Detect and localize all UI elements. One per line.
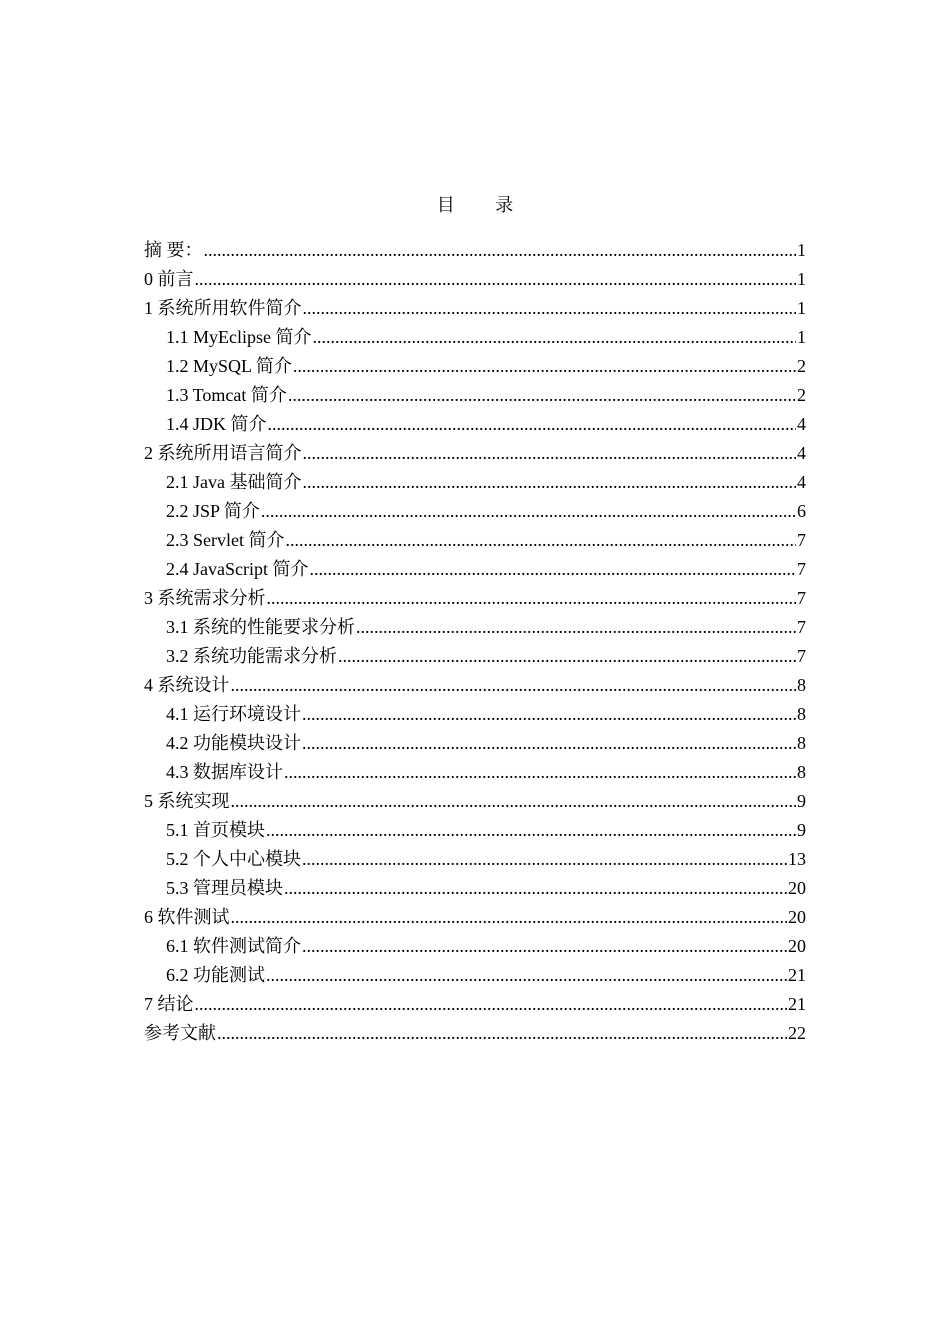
toc-entry-label: 4.3 数据库设计 xyxy=(166,762,283,782)
toc-entry[interactable] xyxy=(144,671,806,700)
toc-entry[interactable] xyxy=(144,874,806,903)
toc-dot-leader xyxy=(268,410,796,439)
toc-entry-page-number: 1 xyxy=(797,240,806,260)
toc-dot-leader xyxy=(231,903,788,932)
toc-entry[interactable] xyxy=(144,613,806,642)
toc-entry-page-number: 21 xyxy=(788,965,806,985)
toc-entry[interactable] xyxy=(144,584,806,613)
toc-dot-leader xyxy=(284,874,787,903)
toc-entry[interactable] xyxy=(144,468,806,497)
toc-entry-label: 5 系统实现 xyxy=(144,791,230,811)
toc-entry-page-number: 7 xyxy=(797,559,806,579)
toc-entry-page-number: 1 xyxy=(797,269,806,289)
toc-entry[interactable] xyxy=(144,642,806,671)
toc-entry-label: 6 软件测试 xyxy=(144,907,230,927)
toc-entry-page-number: 8 xyxy=(797,704,806,724)
toc-entry[interactable] xyxy=(144,990,806,1019)
toc-entry-label: 摘 要： xyxy=(144,240,203,260)
toc-entry[interactable] xyxy=(144,729,806,758)
toc-entry-page-number: 4 xyxy=(797,414,806,434)
toc-dot-leader xyxy=(195,990,788,1019)
toc-entry-label: 7 结论 xyxy=(144,994,194,1014)
toc-entry-label: 3.1 系统的性能要求分析 xyxy=(166,617,355,637)
toc-entry[interactable] xyxy=(144,323,806,352)
toc-dot-leader xyxy=(302,729,796,758)
toc-entry-page-number: 9 xyxy=(797,791,806,811)
toc-entry-label: 1 系统所用软件简介 xyxy=(144,298,302,318)
toc-entry-page-number: 20 xyxy=(788,878,806,898)
toc-entry[interactable] xyxy=(144,1019,806,1048)
toc-entry-page-number: 8 xyxy=(797,762,806,782)
toc-title: 目 录 xyxy=(436,195,532,215)
toc-entry[interactable] xyxy=(144,497,806,526)
toc-dot-leader xyxy=(195,265,797,294)
toc-entry-page-number: 21 xyxy=(788,994,806,1014)
toc-dot-leader xyxy=(356,613,796,642)
toc-entry-label: 2.3 Servlet 简介 xyxy=(166,530,285,550)
toc-entry-page-number: 2 xyxy=(797,385,806,405)
toc-dot-leader xyxy=(302,468,796,497)
toc-entry-page-number: 22 xyxy=(788,1023,806,1043)
toc-entry-label: 2.4 JavaScript 简介 xyxy=(166,559,309,579)
toc-entry-label: 5.2 个人中心模块 xyxy=(166,849,301,869)
toc-dot-leader xyxy=(302,932,787,961)
toc-entry-page-number: 9 xyxy=(797,820,806,840)
toc-entry[interactable] xyxy=(144,961,806,990)
toc-entry[interactable] xyxy=(144,352,806,381)
toc-entry[interactable] xyxy=(144,787,806,816)
toc-entry-label: 5.1 首页模块 xyxy=(166,820,265,840)
toc-dot-leader xyxy=(286,526,797,555)
toc-dot-leader xyxy=(309,555,796,584)
toc-entry-page-number: 8 xyxy=(797,675,806,695)
toc-dot-leader xyxy=(266,961,787,990)
toc-entry-label: 2.2 JSP 简介 xyxy=(166,501,260,521)
toc-dot-leader xyxy=(284,758,796,787)
toc-entry-label: 0 前言 xyxy=(144,269,194,289)
toc-entry-label: 1.3 Tomcat 简介 xyxy=(166,385,287,405)
toc-entry-label: 2 系统所用语言简介 xyxy=(144,443,302,463)
toc-entry[interactable] xyxy=(144,816,806,845)
toc-entry-label: 6.2 功能测试 xyxy=(166,965,265,985)
toc-entry[interactable] xyxy=(144,439,806,468)
toc-entry-page-number: 7 xyxy=(797,617,806,637)
toc-entry-label: 4.1 运行环境设计 xyxy=(166,704,301,724)
toc-dot-leader xyxy=(338,642,796,671)
toc-entry-label: 1.2 MySQL 简介 xyxy=(166,356,292,376)
toc-entry[interactable] xyxy=(144,555,806,584)
toc-entry-page-number: 20 xyxy=(788,907,806,927)
toc-entry-label: 4.2 功能模块设计 xyxy=(166,733,301,753)
toc-dot-leader xyxy=(231,787,797,816)
toc-entry-label: 2.1 Java 基础简介 xyxy=(166,472,302,492)
toc-entry-page-number: 8 xyxy=(797,733,806,753)
toc-entry-label: 5.3 管理员模块 xyxy=(166,878,283,898)
toc-dot-leader xyxy=(217,1019,787,1048)
toc-entry-page-number: 2 xyxy=(797,356,806,376)
toc-entry-label: 1.1 MyEclipse 简介 xyxy=(166,327,312,347)
toc-entry-page-number: 7 xyxy=(797,646,806,666)
toc-entry[interactable] xyxy=(144,381,806,410)
toc-entry-page-number: 13 xyxy=(788,849,806,869)
toc-entry-page-number: 20 xyxy=(788,936,806,956)
toc-dot-leader xyxy=(261,497,796,526)
toc-entry-label: 3.2 系统功能需求分析 xyxy=(166,646,337,666)
toc-entry[interactable] xyxy=(144,758,806,787)
toc-dot-leader xyxy=(231,671,797,700)
toc-dot-leader xyxy=(313,323,797,352)
toc-entry[interactable] xyxy=(144,845,806,874)
toc-entry-page-number: 1 xyxy=(797,298,806,318)
toc-entry[interactable] xyxy=(144,265,806,294)
toc-dot-leader xyxy=(302,845,787,874)
toc-entry-label: 1.4 JDK 简介 xyxy=(166,414,267,434)
toc-dot-leader xyxy=(303,439,797,468)
toc-dot-leader xyxy=(302,700,796,729)
toc-entry-label: 参考文献 xyxy=(144,1023,216,1043)
toc-dot-leader xyxy=(293,352,796,381)
toc-entry-page-number: 6 xyxy=(797,501,806,521)
toc-dot-leader xyxy=(266,816,796,845)
toc-entry[interactable] xyxy=(144,932,806,961)
toc-entry-label: 3 系统需求分析 xyxy=(144,588,266,608)
toc-entry-label: 6.1 软件测试简介 xyxy=(166,936,301,956)
toc-dot-leader xyxy=(204,236,797,265)
toc-entry[interactable] xyxy=(144,903,806,932)
toc-entry-label: 4 系统设计 xyxy=(144,675,230,695)
toc-dot-leader xyxy=(303,294,797,323)
table-of-contents xyxy=(144,236,806,1048)
toc-entry[interactable] xyxy=(144,236,806,265)
toc-entry[interactable] xyxy=(144,294,806,323)
toc-entry-page-number: 7 xyxy=(797,588,806,608)
toc-dot-leader xyxy=(288,381,796,410)
toc-entry[interactable] xyxy=(144,526,806,555)
toc-entry-page-number: 4 xyxy=(797,443,806,463)
toc-entry-page-number: 1 xyxy=(797,327,806,347)
toc-entry[interactable] xyxy=(144,410,806,439)
toc-entry-page-number: 7 xyxy=(797,530,806,550)
toc-entry-page-number: 4 xyxy=(797,472,806,492)
toc-entry[interactable] xyxy=(144,700,806,729)
toc-dot-leader xyxy=(267,584,797,613)
